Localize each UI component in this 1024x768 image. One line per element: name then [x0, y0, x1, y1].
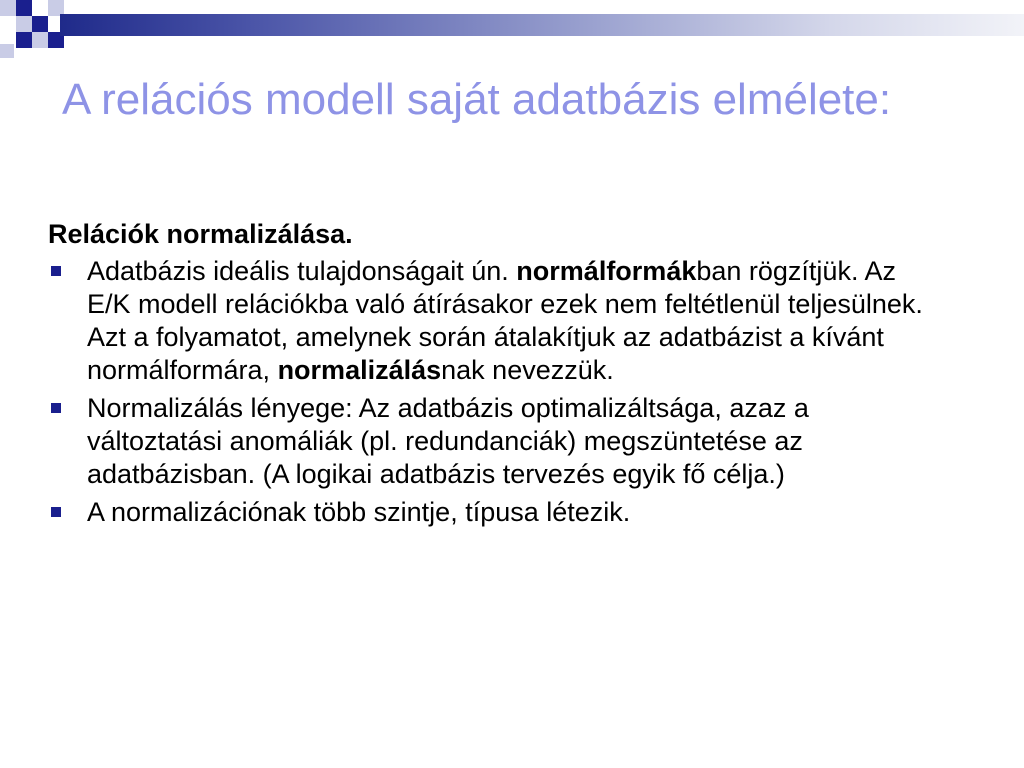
square-bullet-icon [51, 266, 61, 276]
bullet-1-text-part-3: nak nevezzük. [441, 355, 614, 385]
bullet-2-text: Normalizálás lényege: Az adatbázis optimalizáltsága, azaz a változtatási anomáliák (pl. redundanciák) megszüntetése az adatbázisban. (A logikai adatbázis tervezés egyik fő célja.) [87, 393, 809, 489]
bullet-1-bold-term-2: normalizálás [277, 355, 442, 385]
decorative-gradient-bar [60, 14, 1024, 36]
slide-content [48, 218, 948, 534]
square-bullet-icon [51, 403, 61, 413]
section-heading: Relációk normalizálása. [48, 219, 353, 249]
bullet-item-1 [48, 255, 932, 387]
bullet-1-text-part-2: ban rögzítjük. Az E/K modell relációkba való átírásakor ezek nem feltétlenül teljesülnek. Azt a folyamatot, amelynek során átalakítjuk az adatbázist a kívánt normálformára, [87, 256, 923, 385]
bullet-1-text-part-1: Adatbázis ideális tulajdonságait ún. [87, 256, 517, 286]
slide-title: A relációs modell saját adatbázis elmélete: [62, 75, 892, 124]
bullet-list [48, 255, 948, 529]
bullet-item-2 [48, 392, 932, 491]
bullet-1-bold-term-1: normálformák [516, 256, 697, 286]
bullet-item-3 [48, 496, 932, 529]
bullet-3-text: A normalizációnak több szintje, típusa létezik. [87, 497, 631, 527]
square-bullet-icon [51, 507, 61, 517]
